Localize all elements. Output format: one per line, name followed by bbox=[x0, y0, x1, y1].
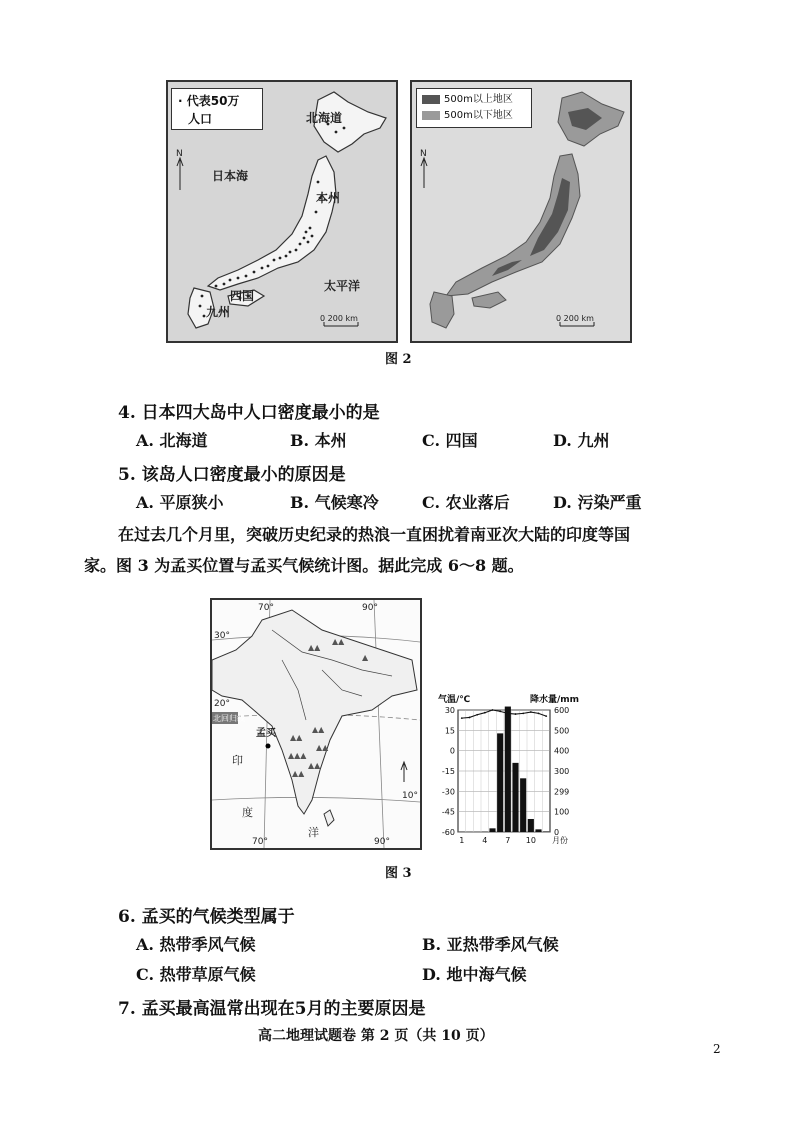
q4-option-b: B. 本州 bbox=[290, 431, 347, 450]
svg-text:▲▲: ▲▲ bbox=[290, 733, 303, 742]
y-tick-label: 0 bbox=[449, 746, 455, 756]
y2-tick-label: 500 bbox=[554, 726, 570, 736]
y-tick-label: -60 bbox=[441, 828, 455, 837]
temperature-point bbox=[530, 711, 532, 713]
label-pacific: 太平洋 bbox=[324, 279, 361, 293]
temperature-point bbox=[522, 712, 524, 714]
q4-option-d: D. 九州 bbox=[553, 431, 610, 450]
label-yang: 洋 bbox=[308, 826, 319, 839]
question-7-stem: 7. 孟买最高温常出现在5月的主要原因是 bbox=[118, 999, 426, 1019]
tropic-label: 北回归线 bbox=[213, 714, 245, 723]
mumbai-marker bbox=[266, 744, 271, 749]
svg-text:▲▲▲: ▲▲▲ bbox=[288, 751, 307, 760]
figure-3-caption: 图 3 bbox=[385, 866, 412, 881]
label-honshu: 本州 bbox=[316, 191, 341, 205]
legend-line-2: 人口 bbox=[188, 112, 213, 126]
temperature-point bbox=[461, 717, 463, 719]
precipitation-bar bbox=[512, 763, 518, 832]
page-footer: 高二地理试题卷 第 2 页（共 10 页） bbox=[258, 1028, 494, 1044]
temperature-point bbox=[507, 712, 509, 714]
svg-text:▲▲: ▲▲ bbox=[332, 637, 345, 646]
svg-text:▲▲: ▲▲ bbox=[308, 643, 321, 652]
legend-above-500: 500m以上地区 bbox=[422, 92, 526, 108]
passage-line-2: 家。图 3 为孟买位置与孟买气候统计图。据此完成 6～8 题。 bbox=[84, 556, 524, 575]
svg-text:▲▲: ▲▲ bbox=[316, 743, 329, 752]
y-tick-label: -30 bbox=[441, 787, 455, 797]
svg-text:▲▲: ▲▲ bbox=[308, 761, 321, 770]
figure-2-caption: 图 2 bbox=[385, 352, 412, 367]
label-lat20: 20° bbox=[214, 699, 230, 709]
y2-tick-label: 300 bbox=[554, 767, 570, 776]
q4-option-c: C. 四国 bbox=[422, 431, 478, 450]
q6-option-b: B. 亚热带季风气候 bbox=[422, 935, 559, 954]
q4-option-a: A. 北海道 bbox=[136, 431, 208, 450]
label-sea-of-japan: 日本海 bbox=[212, 169, 249, 183]
precipitation-bar bbox=[505, 707, 511, 832]
precipitation-bar bbox=[543, 831, 549, 832]
question-5-stem: 5. 该岛人口密度最小的原因是 bbox=[118, 465, 346, 485]
japan-elevation-map bbox=[410, 80, 632, 343]
label-shikoku: 四国 bbox=[230, 289, 255, 303]
temperature-point bbox=[515, 713, 517, 715]
chart-y2label: 降水量/mm bbox=[530, 695, 580, 705]
legend-line-1: · 代表50万 bbox=[178, 94, 240, 108]
q6-option-d: D. 地中海气候 bbox=[422, 965, 527, 984]
chart-ylabel: 气温/℃ bbox=[438, 695, 471, 705]
temperature-point bbox=[499, 710, 501, 712]
y-tick-label: -15 bbox=[441, 767, 455, 776]
q5-option-b: B. 气候寒冷 bbox=[290, 493, 379, 512]
question-6-stem: 6. 孟买的气候类型属于 bbox=[118, 907, 295, 927]
temperature-point bbox=[545, 715, 547, 717]
scale-label-right: 0 200 km bbox=[556, 314, 594, 323]
climate-chart-svg bbox=[428, 690, 598, 850]
label-hokkaido: 北海道 bbox=[306, 111, 343, 125]
svg-text:▲: ▲ bbox=[362, 653, 369, 662]
temperature-point bbox=[469, 717, 471, 719]
india-location-map bbox=[210, 598, 422, 850]
label-yin: 印 bbox=[232, 754, 243, 767]
label-lon70: 70° bbox=[258, 603, 274, 613]
label-du: 度 bbox=[242, 806, 253, 819]
north-label-right: N bbox=[420, 149, 427, 159]
q6-option-a: A. 热带季风气候 bbox=[136, 935, 256, 954]
label-kyushu: 九州 bbox=[206, 305, 231, 319]
q5-option-d: D. 污染严重 bbox=[553, 493, 642, 512]
temperature-point bbox=[538, 712, 540, 714]
q5-option-c: C. 农业落后 bbox=[422, 493, 510, 512]
precipitation-bar bbox=[520, 778, 526, 832]
north-label: N bbox=[176, 149, 183, 159]
y2-tick-label: 600 bbox=[554, 706, 570, 715]
mumbai-climate-chart bbox=[428, 690, 598, 850]
temperature-point bbox=[492, 709, 494, 711]
y-tick-label: 15 bbox=[444, 726, 455, 736]
x-tick-label: 1 bbox=[459, 836, 465, 845]
question-4-stem: 4. 日本四大岛中人口密度最小的是 bbox=[118, 403, 380, 423]
y2-tick-label: 0 bbox=[554, 828, 560, 837]
x-axis-unit: 月份 bbox=[552, 836, 568, 845]
label-lat10: 10° bbox=[402, 791, 418, 801]
svg-text:▲▲: ▲▲ bbox=[292, 769, 305, 778]
legend-below-500: 500m以下地区 bbox=[422, 108, 526, 124]
q6-option-c: C. 热带草原气候 bbox=[136, 965, 256, 984]
temperature-point bbox=[476, 714, 478, 716]
elevation-legend bbox=[416, 88, 532, 128]
label-lon90-bottom: 90° bbox=[374, 837, 390, 847]
scale-label: 0 200 km bbox=[320, 314, 358, 323]
svg-text:▲▲: ▲▲ bbox=[312, 725, 325, 734]
population-legend bbox=[171, 88, 263, 130]
precipitation-bar bbox=[497, 733, 503, 832]
label-lon70-bottom: 70° bbox=[252, 837, 268, 847]
q5-option-a: A. 平原狭小 bbox=[136, 493, 224, 512]
japan-population-map bbox=[166, 80, 398, 343]
y2-tick-label: 100 bbox=[554, 807, 570, 817]
x-tick-label: 10 bbox=[525, 836, 536, 845]
x-tick-label: 7 bbox=[505, 836, 511, 845]
precipitation-bar bbox=[528, 819, 534, 832]
y-tick-label: -45 bbox=[441, 807, 455, 817]
india-location-map-drawing bbox=[212, 600, 420, 848]
page-number: 2 bbox=[713, 1042, 721, 1056]
y2-tick-label: 299 bbox=[554, 787, 570, 797]
temperature-point bbox=[484, 712, 486, 714]
precipitation-bar bbox=[535, 829, 541, 832]
y2-tick-label: 400 bbox=[554, 746, 570, 756]
passage-line-1: 在过去几个月里，突破历史纪录的热浪一直困扰着南亚次大陆的印度等国 bbox=[118, 525, 631, 544]
label-lon90: 90° bbox=[362, 603, 378, 613]
label-mumbai: 孟买 bbox=[256, 728, 276, 739]
x-tick-label: 4 bbox=[482, 836, 488, 845]
label-lat30: 30° bbox=[214, 631, 230, 641]
precipitation-bar bbox=[489, 828, 495, 832]
y-tick-label: 30 bbox=[444, 706, 455, 715]
